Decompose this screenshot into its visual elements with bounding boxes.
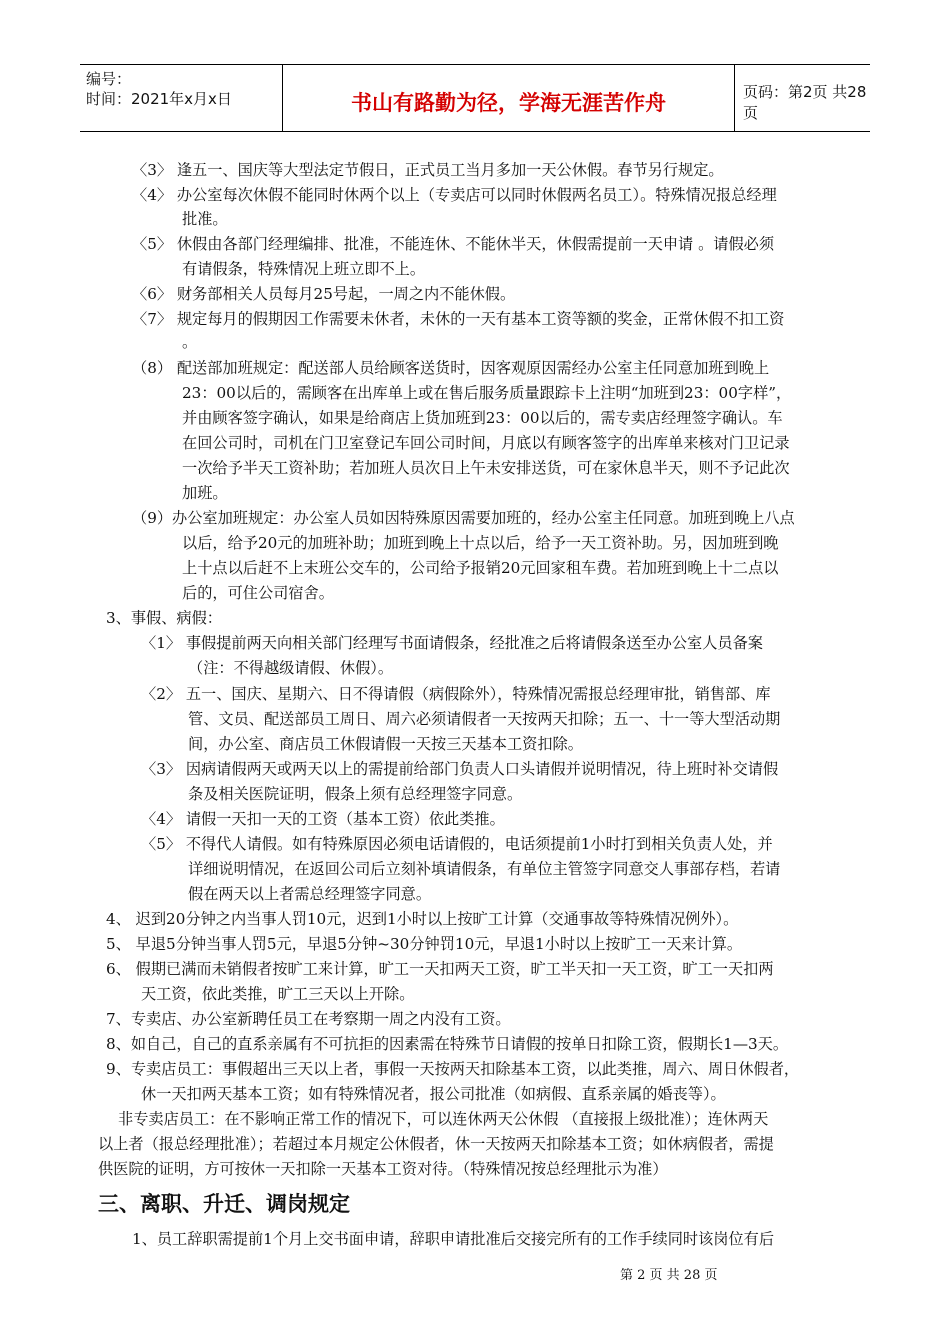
text-line: 1、员工辞职需提前1个月上交书面申请，辞职申请批准后交接完所有的工作手续同时该岗位有后 (132, 1230, 775, 1248)
text-line: 以上者（报总经理批准）；若超过本月规定公休假者，休一天按两天扣除基本工资；如休病假者，需提 (98, 1135, 774, 1153)
list-item: 9、专卖店员工：事假超出三天以上者，事假一天按两天扣除基本工资，以此类推，周六、周日休假者， (106, 1060, 800, 1078)
text-line: 间，办公室、商店员工休假请假一天按三天基本工资扣除。 (188, 735, 583, 753)
text-line: 在回公司时，司机在门卫室登记车回公司时间，月底以有顾客签字的出库单来核对门卫记录 (182, 434, 790, 452)
text-line: 假在两天以上者需总经理签字同意。 (188, 885, 431, 903)
text-line: 〈5〉 休假由各部门经理编排、批准，不能连休、不能休半天，休假需提前一天申请 。请假必须 (132, 235, 775, 253)
text-line: 天工资，依此类推，旷工三天以上开除。 (141, 985, 415, 1003)
text-line: 管、文员、配送部员工周日、周六必须请假者一天按两天扣除；五一、十一等大型活动期 (188, 710, 781, 728)
text-line: （9）办公室加班规定：办公室人员如因特殊原因需要加班的，经办公室主任同意。加班到晚上八点 (132, 509, 795, 527)
text-line: 〈4〉 请假一天扣一天的工资（基本工资）依此类推。 (141, 810, 505, 828)
text-line: 〈1〉 事假提前两天向相关部门经理写书面请假条，经批准之后将请假条送至办公室人员备案 (141, 634, 763, 652)
text-line: 〈6〉 财务部相关人员每月25号起，一周之内不能休假。 (132, 285, 516, 303)
text-line: 一次给予半天工资补助；若加班人员次日上午未安排送货，可在家休息半天，则不予记此次 (182, 459, 790, 477)
header-motto: 书山有路勤为径，学海无涯苦作舟 (282, 65, 735, 131)
list-item-heading: 3、事假、病假： (106, 609, 222, 627)
list-item: 4、 迟到20分钟之内当事人罚10元，迟到1小时以上按旷工计算（交通事故等特殊情况例外）。 (106, 910, 739, 928)
header-meta (80, 65, 282, 131)
text-line: 23：00以后的，需顾客在出库单上或在售后服务质量跟踪卡上注明“加班到23：00字样”， (182, 384, 792, 402)
text-line: （注：不得越级请假、休假）。 (188, 659, 394, 677)
text-line: 〈5〉 不得代人请假。如有特殊原因必须电话请假的，电话须提前1小时打到相关负责人处，并 (141, 835, 773, 853)
text-line: 〈7〉 规定每月的假期因工作需要未休者，未休的一天有基本工资等额的奖金，正常休假不扣工资 (132, 310, 785, 328)
text-line: （8） 配送部加班规定：配送部人员给顾客送货时，因客观原因需经办公室主任同意加班到晚上 (132, 359, 770, 377)
text-line: 〈3〉 因病请假两天或两天以上的需提前给部门负责人口头请假并说明情况，待上班时补交请假 (141, 760, 779, 778)
page-header (80, 64, 870, 132)
text-line: 有请假条，特殊情况上班立即不上。 (182, 260, 425, 278)
text-line: 休一天扣两天基本工资；如有特殊情况者，报公司批准（如病假、直系亲属的婚丧等）。 (141, 1085, 726, 1103)
text-line: 以后，给予20元的加班补助；加班到晚上十点以后，给予一天工资补助。另，因加班到晚 (182, 534, 779, 552)
list-item: 6、 假期已满而未销假者按旷工来计算，旷工一天扣两天工资，旷工半天扣一天工资，旷工一天扣两 (106, 960, 774, 978)
header-time: 时间：2021年x月x日 (86, 90, 232, 108)
text-line: 批准。 (182, 210, 228, 228)
section-heading: 三、离职、升迁、调岗规定 (98, 1192, 350, 1216)
text-line: 详细说明情况，在返回公司后立刻补填请假条，有单位主管签字同意交人事部存档，若请 (188, 860, 781, 878)
text-line: 加班。 (182, 484, 228, 502)
list-item: 8、如自己，自己的直系亲属有不可抗拒的因素需在特殊节日请假的按单日扣除工资，假期长1—3天。 (106, 1035, 789, 1053)
header-code: 编号： (86, 70, 132, 88)
header-page-info: 页码：第2页 共28页 (743, 83, 867, 122)
text-line: 〈3〉 逢五一、国庆等大型法定节假日，正式员工当月多加一天公休假。春节另行规定。 (132, 161, 724, 179)
text-line: 条及相关医院证明，假条上须有总经理签字同意。 (188, 785, 523, 803)
text-line: 非专卖店员工：在不影响正常工作的情况下，可以连休两天公休假 （直接报上级批准）；连休两天 (118, 1110, 769, 1128)
text-line: 〈2〉 五一、国庆、星期六、日不得请假（病假除外），特殊情况需报总经理审批，销售部、库 (141, 685, 771, 703)
list-item: 5、 早退5分钟当事人罚5元，早退5分钟~30分钟罚10元，早退1小时以上按旷工一天来计算。 (106, 935, 743, 953)
text-line: 并由顾客签字确认，如果是给商店上货加班到23：00以后的，需专卖店经理签字确认。车 (182, 409, 783, 427)
text-line: 后的，可住公司宿舍。 (182, 584, 334, 602)
page-footer: 第 2 页 共 28 页 (620, 1268, 718, 1283)
text-line: 。 (182, 333, 198, 351)
text-line: 供医院的证明，方可按休一天扣除一天基本工资对待。（特殊情况按总经理批示为准） (98, 1160, 668, 1178)
text-line: 上十点以后赶不上末班公交车的，公司给予报销20元回家租车费。若加班到晚上十二点以 (182, 559, 779, 577)
text-line: 〈4〉 办公室每次休假不能同时休两个以上（专卖店可以同时休假两名员工）。特殊情况报总经理 (132, 186, 777, 204)
list-item: 7、专卖店、办公室新聘任员工在考察期一周之内没有工资。 (106, 1010, 511, 1028)
